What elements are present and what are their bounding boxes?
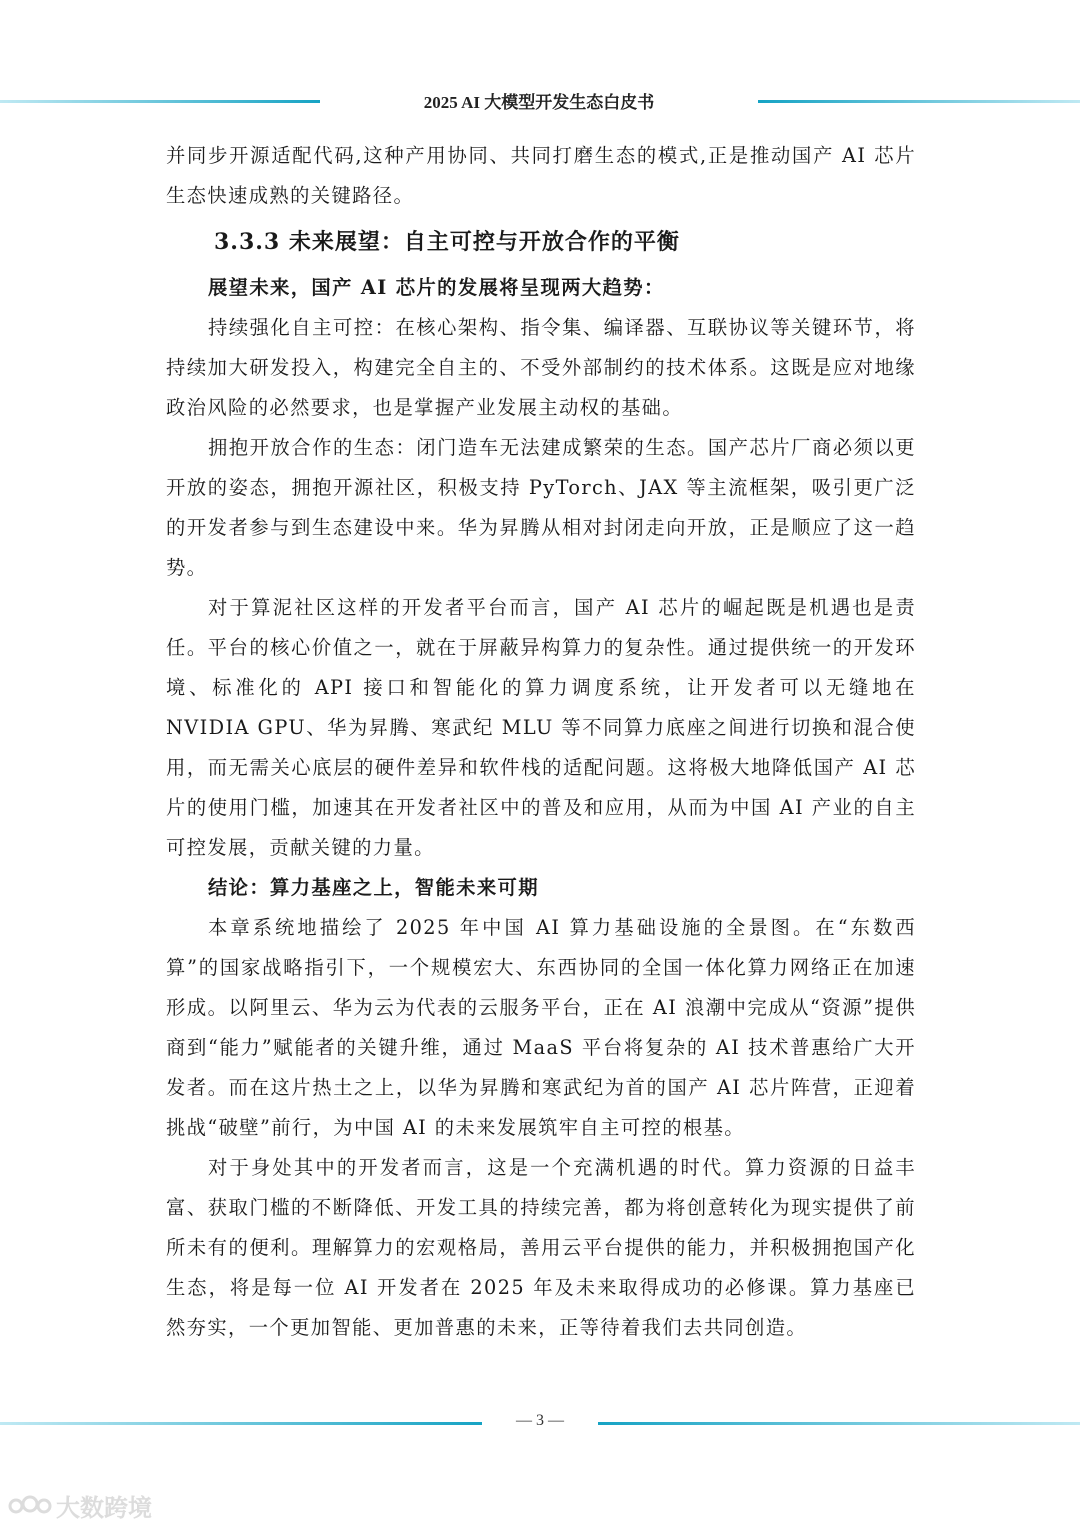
footer-rule-left — [0, 1422, 482, 1425]
paragraph-continued: 并同步开源适配代码,这种产用协同、共同打磨生态的模式,正是推动国产 AI 芯片生态快速成熟的关键路径。 — [166, 144, 916, 207]
section-heading-3-3-3: 3.3.3 未来展望：自主可控与开放合作的平衡 — [214, 229, 680, 255]
conclusion-heading: 结论：算力基座之上，智能未来可期 — [208, 876, 539, 899]
lead-sentence: 展望未来，国产 AI 芯片的发展将呈现两大趋势： — [208, 276, 665, 299]
running-header-title: 2025 AI 大模型开发生态白皮书 — [423, 93, 655, 112]
footer-rule-right — [598, 1422, 1080, 1425]
page-body — [166, 136, 916, 1348]
watermark — [8, 1488, 152, 1523]
paragraph-closing: 对于身处其中的开发者而言，这是一个充满机遇的时代。算力资源的日益丰富、获取门槛的不断降低、开发工具的持续完善，都为将创意转化为现实提供了前所未有的便利。理解算力的宏观格局，善用云平台提供的能力，并积极拥抱国产化生态，将是每一位 AI 开发者在 2025 年及未来取得成功的必修课。算力基座已然夯实，一个更加智能、更加普惠的未来，正等待着我们去共同创造。 — [166, 1156, 916, 1339]
paragraph-chapter-summary: 本章系统地描绘了 2025 年中国 AI 算力基础设施的全景图。在“东数西算”的国家战略指引下，一个规模宏大、东西协同的全国一体化算力网络正在加速形成。以阿里云、华为云为代表的云服务平台，正在 AI 浪潮中完成从“资源”提供商到“能力”赋能者的关键升维，通过 MaaS 平台将复杂的 AI 技术普惠给广大开发者。而在这片热土之上，以华为昇腾和寒武纪为首的国产 AI 芯片阵营，正迎着挑战“破壁”前行，为中国 AI 的未来发展筑牢自主可控的根基。 — [166, 916, 916, 1139]
paragraph-autonomy: 持续强化自主可控：在核心架构、指令集、编译器、互联协议等关键环节，将持续加大研发投入，构建完全自主的、不受外部制约的技术体系。这既是应对地缘政治风险的必然要求，也是掌握产业发展主动权的基础。 — [166, 316, 916, 419]
watermark-logo-icon — [8, 1492, 52, 1520]
page-number: — 3 — — [516, 1412, 564, 1429]
header-rule-right — [758, 100, 1080, 103]
watermark-text: 大数跨境 — [56, 1494, 152, 1522]
paragraph-open-ecosystem: 拥抱开放合作的生态：闭门造车无法建成繁荣的生态。国产芯片厂商必须以更开放的姿态，拥抱开源社区，积极支持 PyTorch、JAX 等主流框架，吸引更广泛的开发者参与到生态建设中来。华为昇腾从相对封闭走向开放，正是顺应了这一趋势。 — [166, 436, 916, 579]
header-rule-left — [0, 100, 320, 103]
paragraph-platform-role: 对于算泥社区这样的开发者平台而言，国产 AI 芯片的崛起既是机遇也是责任。平台的核心价值之一，就在于屏蔽异构算力的复杂性。通过提供统一的开发环境、标准化的 API 接口和智能化的算力调度系统，让开发者可以无缝地在 NVIDIA GPU、华为昇腾、寒武纪 MLU 等不同算力底座之间进行切换和混合使用，而无需关心底层的硬件差异和软件栈的适配问题。这将极大地降低国产 AI 芯片的使用门槛，加速其在开发者社区中的普及和应用，从而为中国 AI 产业的自主可控发展，贡献关键的力量。 — [166, 596, 916, 859]
